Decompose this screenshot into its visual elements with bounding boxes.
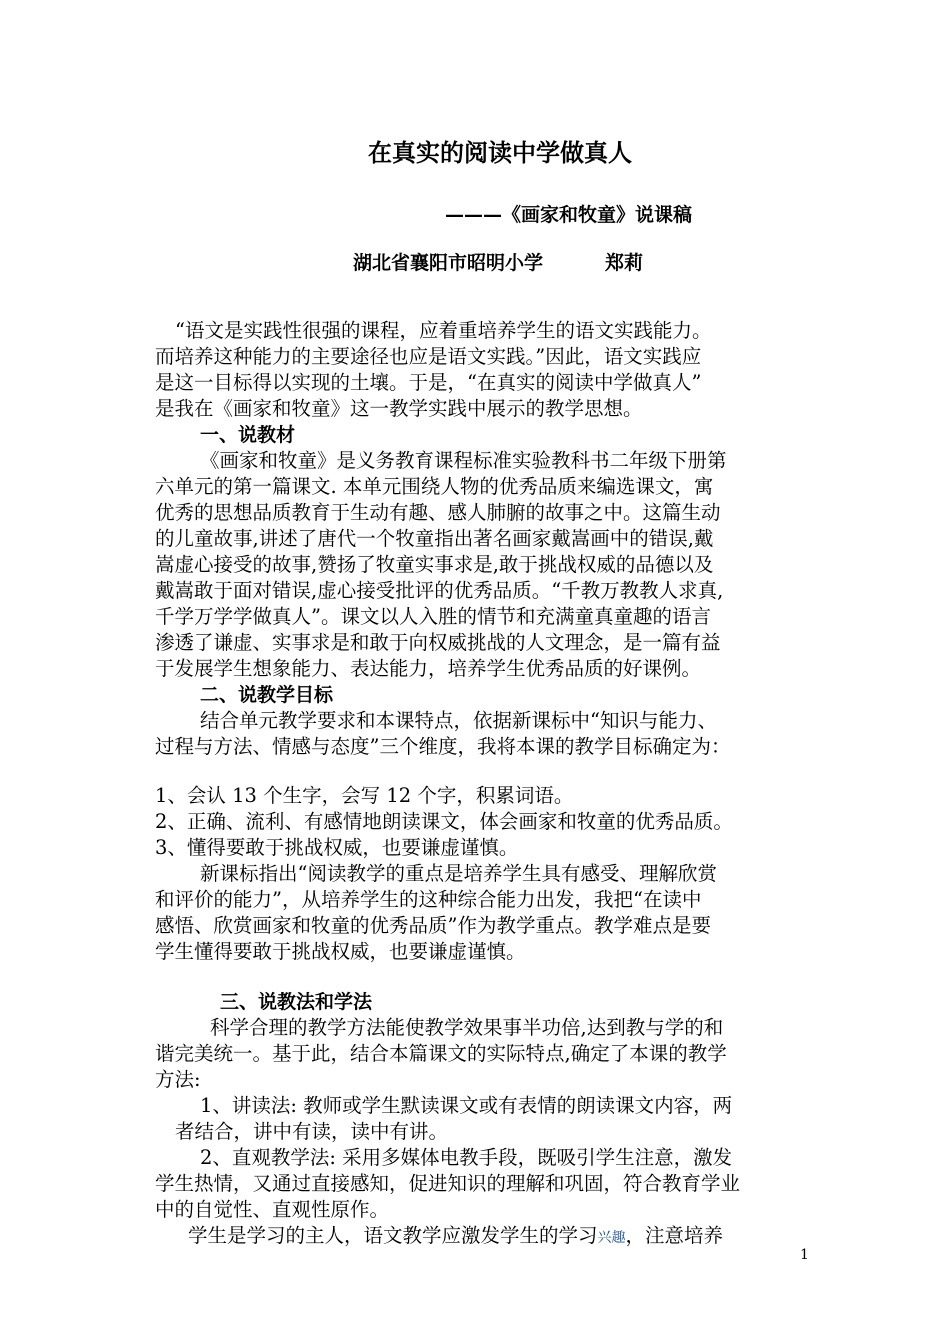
paragraph-line: 优秀的思想品质教育于生动有趣、感人肺腑的故事之中。这篇生动 (155, 501, 721, 524)
paragraph-line: 过程与方法、情感与态度”三个维度，我将本课的教学目标确定为： (155, 735, 731, 758)
list-item: 1、会认 13 个生字，会写 12 个字，积累词语。 (155, 784, 574, 807)
paragraph-line: 感悟、欣赏画家和牧童的优秀品质”作为教学重点。教学难点是要 (155, 914, 711, 937)
paragraph-line: 是这一目标得以实现的土壤。于是，“在真实的阅读中学做真人” (155, 371, 702, 394)
paragraph-line: 渗透了谦虚、实事求是和敢于向权威挑战的人文理念，是一篇有益 (155, 631, 721, 654)
paragraph-line: 戴嵩敢于面对错误,虚心接受批评的优秀品质。“千教万教教人求真, (155, 579, 724, 602)
paragraph-line: 和评价的能力”，从培养学生的这种综合能力出发，我把“在读中 (155, 888, 702, 911)
section-heading: 二、说教学目标 (200, 684, 334, 706)
author-organization: 湖北省襄阳市昭明小学 (353, 252, 544, 274)
paragraph-line: 千学万学学做真人”。课文以人入胜的情节和充满童真童趣的语言 (155, 605, 711, 628)
paragraph-line: 方法: (155, 1068, 201, 1091)
paragraph-line: 结合单元教学要求和本课特点，依据新课标中“知识与能力、 (200, 709, 717, 732)
highlighted-word: 兴趣 (597, 1230, 626, 1246)
list-item: 3、懂得要敢于挑战权威，也要谦虚谨慎。 (155, 836, 519, 859)
paragraph-line: 学生热情，又通过直接感知，促进知识的理解和巩固，符合教育学业 (155, 1172, 741, 1195)
paragraph-text: ，注意培养 (625, 1224, 724, 1247)
author-name: 郑莉 (605, 252, 644, 274)
document-subtitle: ———《画家和牧童》说课稿 (445, 204, 693, 226)
paragraph-line: 学生懂得要敢于挑战权威，也要谦虚谨慎。 (155, 940, 526, 963)
list-item: 2、正确、流利、有感情地朗读课文，体会画家和牧童的优秀品质。 (155, 810, 733, 833)
paragraph-line: 于发展学生想象能力、表达能力，培养学生优秀品质的好课例。 (155, 657, 702, 680)
paragraph-line: 的儿童故事,讲述了唐代一个牧童指出著名画家戴嵩画中的错误,戴 (155, 527, 714, 550)
paragraph-line: 新课标指出“阅读教学的重点是培养学生具有感受、理解欣赏 (200, 862, 717, 885)
paragraph-line: 六单元的第一篇课文. 本单元围绕人物的优秀品质来编选课文，寓 (155, 475, 714, 498)
paragraph-line: 谐完美统一。基于此，结合本篇课文的实际特点,确定了本课的教学 (155, 1042, 727, 1065)
paragraph-line: 1、讲读法: 教师或学生默读课文或有表情的朗读课文内容，两 (200, 1094, 733, 1117)
paragraph-line: 2、直观教学法: 采用多媒体电教手段，既吸引学生注意，激发 (200, 1146, 733, 1169)
paragraph-text: 学生是学习的主人，语文教学应激发学生的学习 (188, 1224, 598, 1247)
paragraph-line: 者结合，讲中有读，读中有讲。 (175, 1120, 449, 1143)
paragraph-line: 嵩虚心接受的故事,赞扬了牧童实事求是,敢于挑战权威的品德以及 (155, 553, 714, 576)
author-line (353, 248, 643, 275)
section-heading: 一、说教材 (200, 424, 296, 446)
paragraph-line: 而培养这种能力的主要途径也应是语文实践。”因此，语文实践应 (155, 345, 702, 368)
paragraph-line: 是我在《画家和牧童》这一教学实践中展示的教学思想。 (155, 397, 643, 420)
paragraph-line (188, 1223, 723, 1251)
section-heading: 三、说教法和学法 (220, 991, 373, 1013)
paragraph-line: “语文是实践性很强的课程，应着重培养学生的语文实践能力。 (175, 319, 712, 342)
paragraph-line: 《画家和牧童》是义务教育课程标准实验教科书二年级下册第 (200, 449, 727, 472)
document-title: 在真实的阅读中学做真人 (368, 139, 632, 167)
paragraph-line: 科学合理的教学方法能使教学效果事半功倍,达到教与学的和 (210, 1016, 724, 1039)
page-number: 1 (800, 1247, 809, 1263)
paragraph-line: 中的自觉性、直观性原作。 (155, 1198, 390, 1221)
